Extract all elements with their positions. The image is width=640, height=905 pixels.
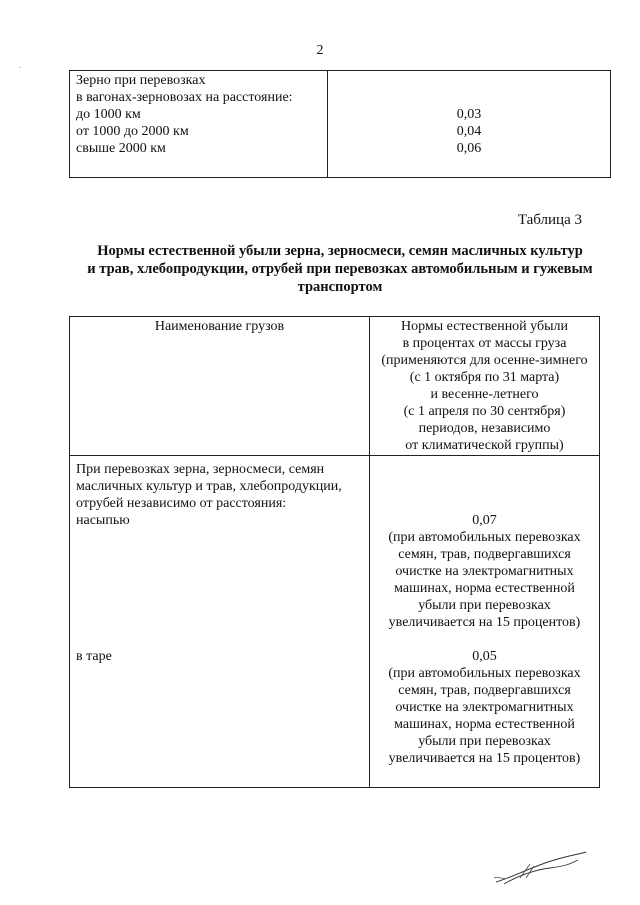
bulk-note-line: (при автомобильных перевозках	[388, 530, 581, 545]
packaged-note-line: машинах, норма естественной	[394, 717, 575, 732]
header-norm-cell	[370, 317, 600, 456]
header-norm-line: (с 1 апреля по 30 сентября)	[403, 404, 566, 419]
transport-norms-table	[69, 316, 600, 788]
table-title	[60, 242, 620, 296]
header-norm-line: в процентах от массы груза	[402, 336, 567, 351]
intro-line: При перевозках зерна, зерносмеси, семян	[76, 462, 325, 477]
header-norm-line: от климатической группы)	[405, 438, 564, 453]
signature-icon	[490, 848, 590, 888]
norm-value: 0,04	[456, 124, 482, 139]
bulk-value: 0,07	[472, 513, 497, 528]
bulk-note-line: увеличивается на 15 процентов)	[388, 615, 581, 630]
page-number: 2	[316, 43, 324, 58]
title-line: транспортом	[297, 279, 383, 295]
bulk-note-line: машинах, норма естественной	[394, 581, 575, 596]
cargo-line: от 1000 до 2000 км	[76, 124, 189, 139]
bulk-note-line: очистке на электромагнитных	[395, 564, 574, 579]
norm-value: 0,06	[456, 141, 482, 156]
scan-mark: ·	[18, 63, 22, 74]
packaged-note-line: (при автомобильных перевозках	[388, 666, 581, 681]
table-row	[70, 456, 600, 788]
grain-wagon-table	[69, 70, 611, 178]
header-norm-line: периодов, независимо	[418, 421, 551, 436]
cargo-cell	[70, 71, 328, 178]
header-cargo: Наименование грузов	[154, 319, 285, 334]
bulk-note-line: убыли при перевозках	[418, 598, 551, 613]
packaged-value: 0,05	[472, 649, 497, 664]
title-line: Нормы естественной убыли зерна, зерносмеси, семян масличных культур	[97, 243, 583, 259]
table-row	[70, 71, 611, 178]
bulk-label: насыпью	[76, 513, 130, 528]
header-norm-line: (применяются для осенне-зимнего	[381, 353, 588, 368]
table-header-row	[70, 317, 600, 456]
header-norm-line: и весенне-летнего	[430, 387, 539, 402]
cargo-line: в вагонах-зерновозах на расстояние:	[76, 90, 293, 105]
packaged-note-line: семян, трав, подвергавшихся	[398, 683, 571, 698]
title-line: и трав, хлебопродукции, отрубей при перевозках автомобильным и гужевым	[87, 261, 593, 277]
norm-cell	[370, 456, 600, 788]
cargo-line: до 1000 км	[76, 107, 141, 122]
header-norm-line: (с 1 октября по 31 марта)	[409, 370, 560, 385]
norm-value: 0,03	[456, 107, 482, 122]
header-norm-line: Нормы естественной убыли	[401, 319, 568, 334]
cargo-cell	[70, 456, 370, 788]
packaged-note-line: увеличивается на 15 процентов)	[388, 751, 581, 766]
header-cargo-cell	[70, 317, 370, 456]
cargo-line: свыше 2000 км	[76, 141, 166, 156]
intro-line: масличных культур и трав, хлебопродукции,	[76, 479, 342, 494]
packaged-label: в таре	[76, 649, 112, 664]
intro-line: отрубей независимо от расстояния:	[76, 496, 287, 511]
norm-cell	[328, 71, 611, 178]
packaged-note-line: очистке на электромагнитных	[395, 700, 574, 715]
table-label: Таблица 3	[517, 212, 582, 228]
cargo-line: Зерно при перевозках	[76, 73, 206, 88]
bulk-note-line: семян, трав, подвергавшихся	[398, 547, 571, 562]
packaged-note-line: убыли при перевозках	[418, 734, 551, 749]
